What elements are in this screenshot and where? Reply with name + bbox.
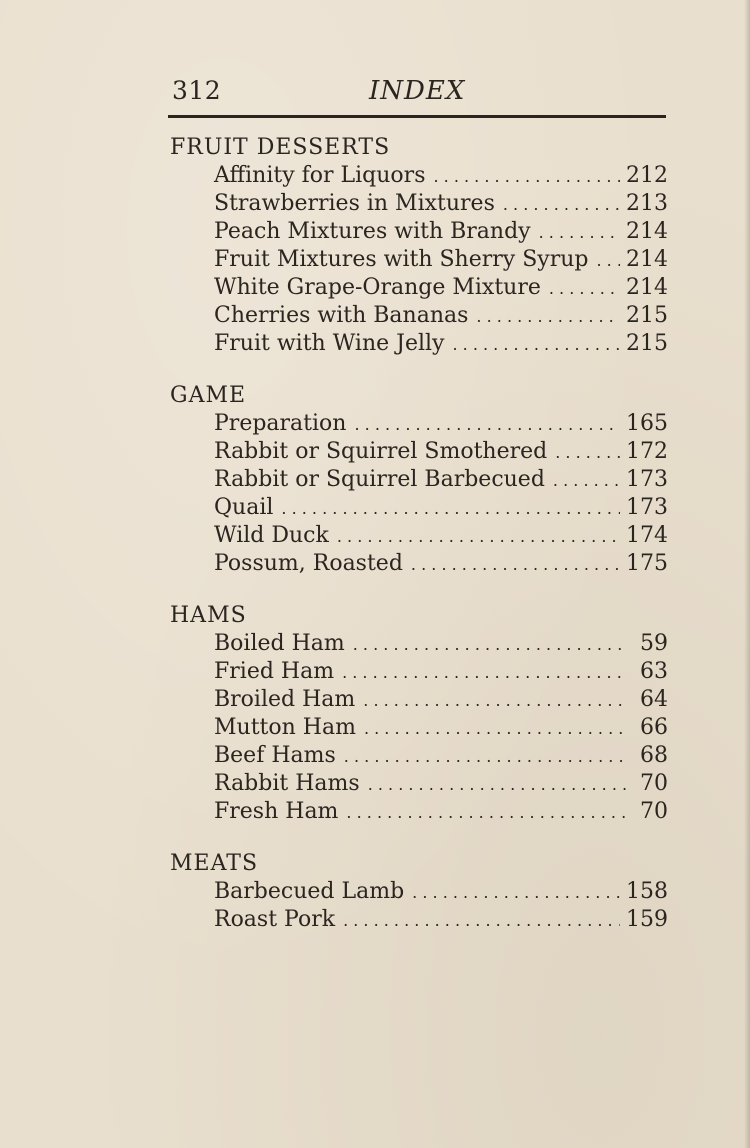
- index-section-meats: [162, 850, 668, 934]
- index-entry: [214, 246, 668, 274]
- entry-page: 215: [626, 331, 668, 356]
- entry-page: 172: [626, 439, 668, 464]
- entry-label: Strawberries in Mixtures: [214, 191, 495, 216]
- dot-leader: [343, 907, 620, 935]
- entry-label: Cherries with Bananas: [214, 303, 469, 328]
- entry-label: Fruit Mixtures with Sherry Syrup: [214, 247, 589, 272]
- entry-page: 174: [626, 523, 668, 548]
- index-entry: [214, 330, 668, 358]
- index-entry: [214, 494, 668, 522]
- dot-leader: [344, 743, 628, 771]
- entry-label: Preparation: [214, 411, 347, 436]
- entry-label: White Grape-Orange Mixture: [214, 275, 541, 300]
- section-gap: [162, 826, 668, 850]
- entry-page: 70: [640, 771, 668, 796]
- entry-page: 63: [640, 659, 668, 684]
- dot-leader: [555, 439, 620, 467]
- entry-page: 165: [626, 411, 668, 436]
- index-entry: [214, 658, 668, 686]
- dot-leader: [503, 191, 620, 219]
- section-title: MEATS: [170, 851, 259, 876]
- entry-label: Peach Mixtures with Brandy: [214, 219, 531, 244]
- dot-leader: [539, 219, 620, 247]
- entry-label: Fresh Ham: [214, 799, 339, 824]
- dot-leader: [411, 551, 620, 579]
- entry-page: 159: [626, 907, 668, 932]
- dot-leader: [368, 771, 628, 799]
- dot-leader: [346, 799, 628, 827]
- index-entry: [214, 218, 668, 246]
- entry-label: Quail: [214, 495, 274, 520]
- page-header: [172, 76, 666, 112]
- dot-leader: [452, 331, 620, 359]
- index-entry: [214, 742, 668, 770]
- entry-page: 59: [640, 631, 668, 656]
- entry-label: Mutton Ham: [214, 715, 356, 740]
- index-entry: [214, 438, 668, 466]
- section-title: FRUIT DESSERTS: [170, 135, 391, 160]
- entry-label: Barbecued Lamb: [214, 879, 405, 904]
- entry-label: Fried Ham: [214, 659, 335, 684]
- dot-leader: [549, 275, 620, 303]
- index-entry: [214, 686, 668, 714]
- section-gap: [162, 578, 668, 602]
- entry-label: Beef Hams: [214, 743, 336, 768]
- entry-label: Affinity for Liquors: [214, 163, 426, 188]
- entry-label: Rabbit or Squirrel Smothered: [214, 439, 548, 464]
- entry-label: Wild Duck: [214, 523, 329, 548]
- running-head: INDEX: [369, 76, 466, 106]
- index-entry: [214, 798, 668, 826]
- entry-page: 158: [626, 879, 668, 904]
- dot-leader: [363, 687, 628, 715]
- dot-leader: [342, 659, 628, 687]
- index-entry: [214, 878, 668, 906]
- dot-leader: [476, 303, 620, 331]
- index-entry: [214, 466, 668, 494]
- index-list: [162, 134, 668, 934]
- dot-leader: [412, 879, 620, 907]
- index-section-fruit-desserts: [162, 134, 668, 358]
- dot-leader: [596, 247, 620, 275]
- entry-page: 215: [626, 303, 668, 328]
- entry-page: 173: [626, 495, 668, 520]
- dot-leader: [354, 411, 620, 439]
- entry-page: 70: [640, 799, 668, 824]
- index-entry: [214, 714, 668, 742]
- dot-leader: [364, 715, 628, 743]
- dot-leader: [281, 495, 620, 523]
- dot-leader: [433, 163, 620, 191]
- index-entry: [214, 410, 668, 438]
- entry-label: Rabbit or Squirrel Barbecued: [214, 467, 545, 492]
- dot-leader: [353, 631, 628, 659]
- dot-leader: [337, 523, 620, 551]
- index-entry: [214, 522, 668, 550]
- dot-leader: [553, 467, 620, 495]
- entry-label: Roast Pork: [214, 907, 336, 932]
- entry-label: Fruit with Wine Jelly: [214, 331, 445, 356]
- section-gap: [162, 358, 668, 382]
- entry-page: 214: [626, 275, 668, 300]
- entry-label: Rabbit Hams: [214, 771, 360, 796]
- entry-page: 213: [626, 191, 668, 216]
- entry-page: 214: [626, 247, 668, 272]
- index-entry: [214, 302, 668, 330]
- index-entry: [214, 906, 668, 934]
- entry-label: Boiled Ham: [214, 631, 345, 656]
- entry-page: 212: [626, 163, 668, 188]
- entry-page: 68: [640, 743, 668, 768]
- entry-page: 214: [626, 219, 668, 244]
- page-edge-shadow: [744, 0, 750, 1148]
- header-rule: [168, 115, 666, 118]
- index-entry: [214, 274, 668, 302]
- index-entry: [214, 630, 668, 658]
- page-number: 312: [172, 76, 222, 105]
- entry-page: 66: [640, 715, 668, 740]
- index-section-hams: [162, 602, 668, 826]
- index-entry: [214, 770, 668, 798]
- entry-label: Broiled Ham: [214, 687, 356, 712]
- index-entry: [214, 190, 668, 218]
- entry-page: 173: [626, 467, 668, 492]
- index-entry: [214, 550, 668, 578]
- entry-page: 64: [640, 687, 668, 712]
- index-section-game: [162, 382, 668, 578]
- section-title: HAMS: [170, 603, 247, 628]
- entry-page: 175: [626, 551, 668, 576]
- entry-label: Possum, Roasted: [214, 551, 403, 576]
- section-title: GAME: [170, 383, 247, 408]
- index-entry: [214, 162, 668, 190]
